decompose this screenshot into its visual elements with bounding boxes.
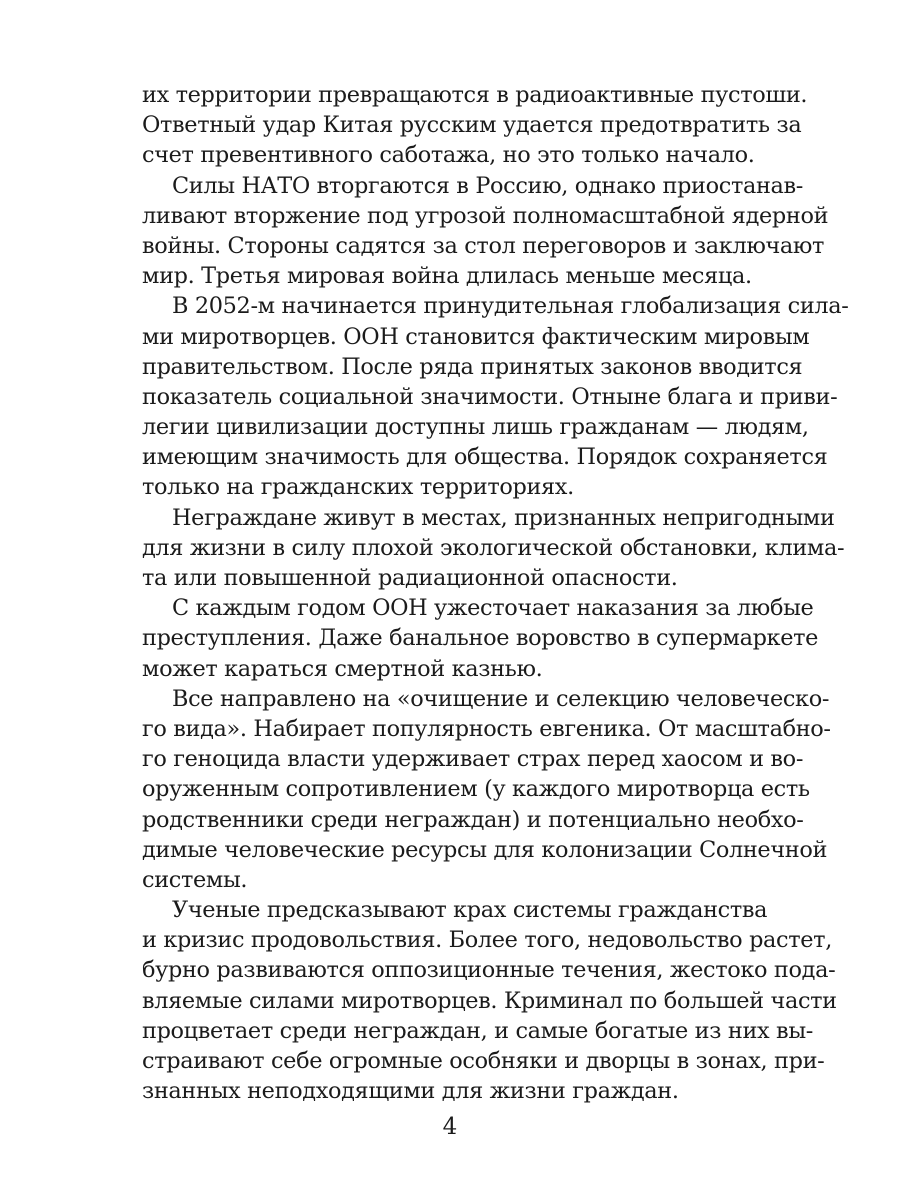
text-line: го вида». Набирает популярность евгеника. От масштабно-	[142, 715, 831, 742]
text-line: преступления. Даже банальное воровство в супермаркете	[142, 625, 819, 652]
text-line: только на гражданских территориях.	[142, 474, 574, 501]
text-line: Неграждане живут в местах, признанных непригодными	[172, 504, 835, 531]
paragraph	[142, 684, 831, 895]
paragraph	[142, 291, 849, 502]
text-line: счет превентивного саботажа, но это только начало.	[142, 142, 755, 169]
paragraph	[142, 171, 829, 292]
page-number: 4	[442, 1114, 458, 1140]
text-line: оруженным сопротивлением (у каждого миротворца есть	[142, 776, 810, 803]
text-line: правительством. После ряда принятых законов вводится	[142, 353, 803, 380]
text-line: Ученые предсказывают крах системы гражданства	[172, 897, 768, 924]
text-line: для жизни в силу плохой экологической обстановки, клима-	[142, 534, 845, 561]
text-line: димые человеческие ресурсы для колонизации Солнечной	[142, 836, 828, 863]
text-line: бурно развиваются оппозиционные течения, жестоко пода-	[142, 957, 836, 984]
text-line: ливают вторжение под угрозой полномасштабной ядерной	[142, 202, 829, 229]
paragraph	[142, 593, 819, 684]
text-line: Ответный удар Китая русским удается предотвратить за	[142, 112, 802, 139]
text-line: мир. Третья мировая война длилась меньше месяца.	[142, 263, 752, 290]
text-line: ми миротворцев. ООН становится фактическим мировым	[142, 323, 810, 350]
text-line: го геноцида власти удерживает страх перед хаосом и во-	[142, 746, 804, 773]
text-line: легии цивилизации доступны лишь гражданам — людям,	[142, 414, 809, 441]
text-line: и кризис продовольствия. Более того, недовольство растет,	[142, 927, 832, 954]
text-line: войны. Стороны садятся за стол переговоров и заключают	[142, 232, 825, 259]
text-line: С каждым годом ООН ужесточает наказания за любые	[172, 595, 814, 622]
text-line: показатель социальной значимости. Отныне блага и приви-	[142, 383, 838, 410]
text-line: знанных неподходящими для жизни граждан.	[142, 1078, 679, 1105]
text-line: их территории превращаются в радиоактивные пустоши.	[142, 82, 808, 108]
text-line: страивают себе огромные особняки и дворцы в зонах, при-	[142, 1048, 825, 1074]
text-line: системы.	[142, 866, 248, 893]
text-line: Силы НАТО вторгаются в Россию, однако приостанав-	[172, 172, 804, 199]
text-line: может караться смертной казнью.	[142, 655, 543, 682]
paragraph	[142, 895, 837, 1106]
text-line: В 2052-м начинается принудительная глобализация сила-	[172, 293, 849, 320]
text-line: вляемые силами миротворцев. Криминал по большей части	[142, 987, 837, 1014]
paragraph	[142, 80, 808, 171]
text-line: родственники среди неграждан) и потенциально необхо-	[142, 806, 804, 833]
page-body	[142, 80, 849, 1106]
text-line: имеющим значимость для общества. Порядок сохраняется	[142, 444, 828, 471]
text-line: процветает среди неграждан, и самые богатые из них вы-	[142, 1017, 814, 1044]
paragraph	[142, 503, 845, 594]
text-line: та или повышенной радиационной опасности.	[142, 565, 678, 591]
text-line: Все направлено на «очищение и селекцию человеческо-	[172, 685, 830, 712]
